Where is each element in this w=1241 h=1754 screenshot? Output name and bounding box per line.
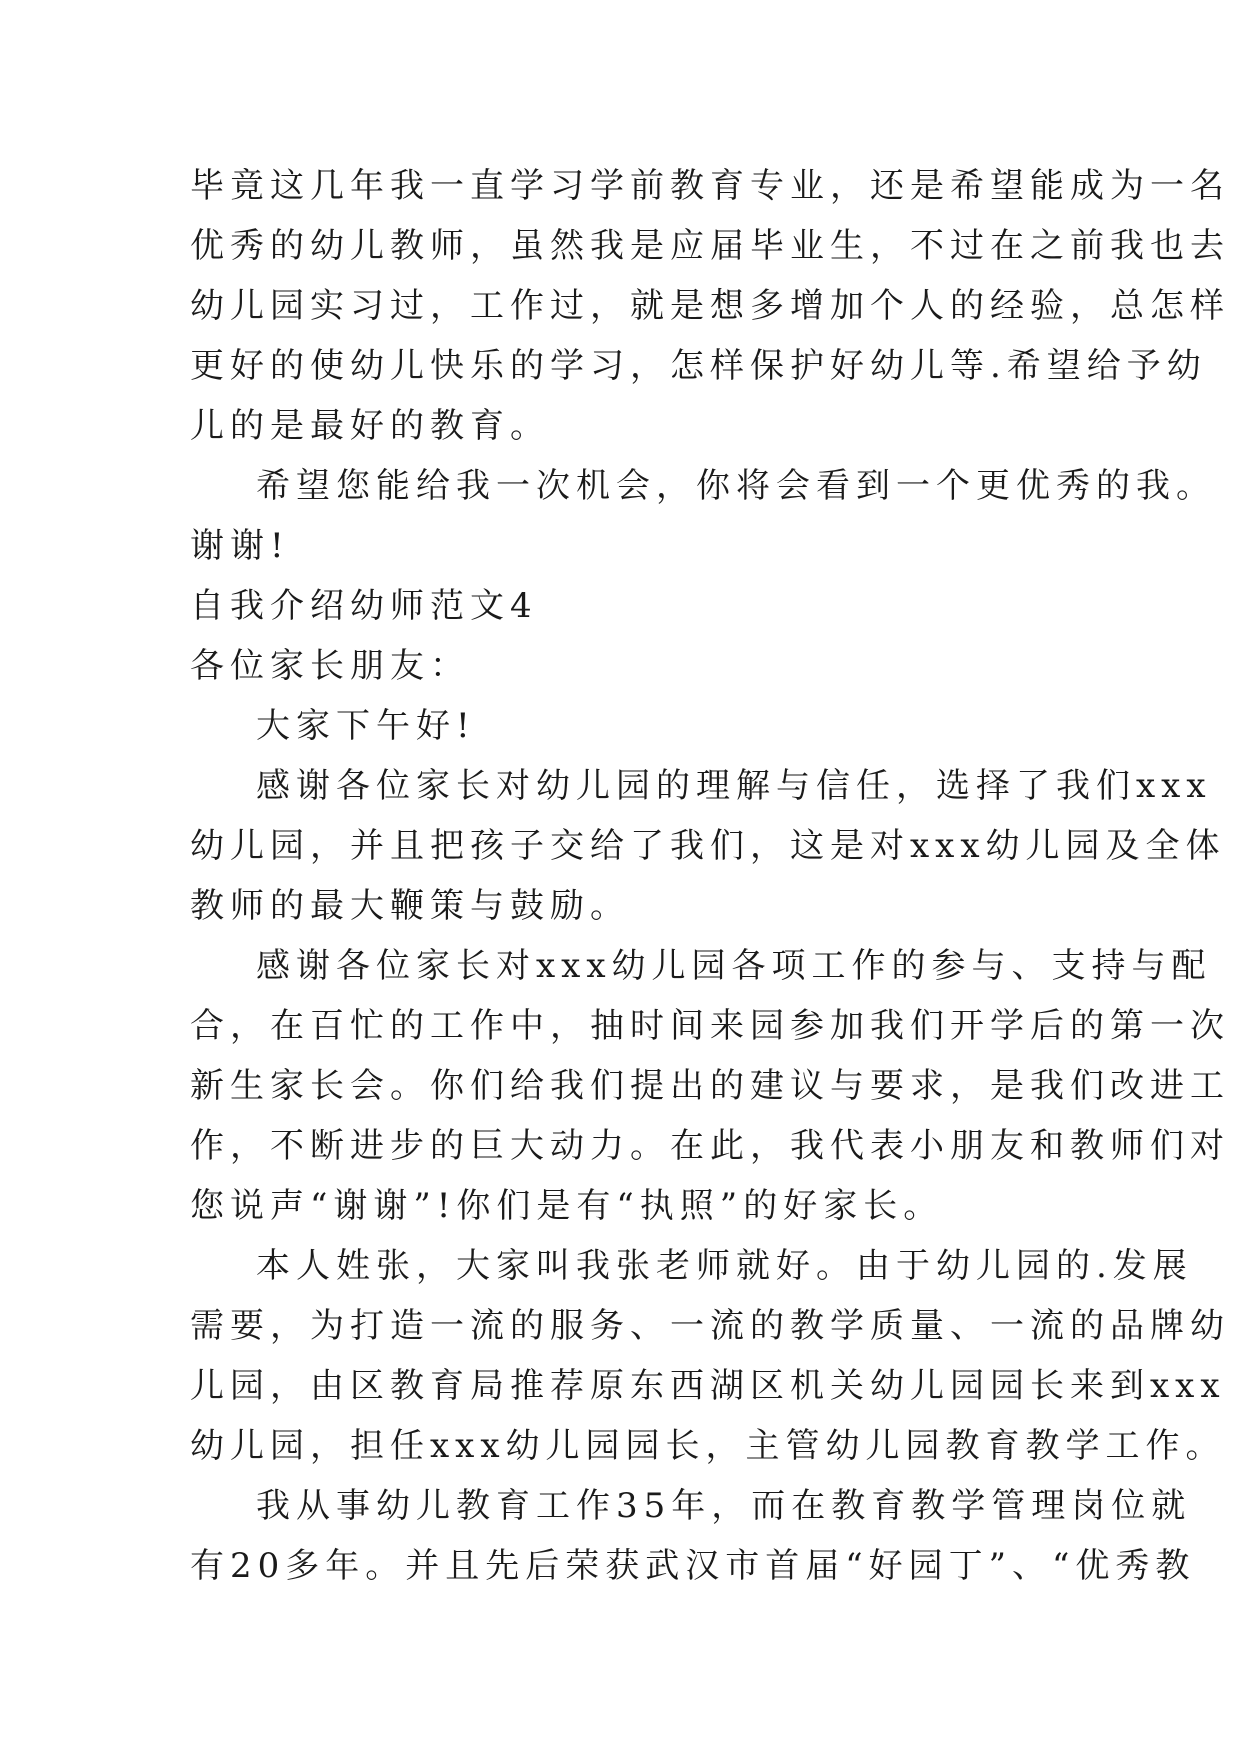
text-line: 儿园，由区教育局推荐原东西湖区机关幼儿园园长来到xxx bbox=[190, 1366, 1226, 1406]
text-line: 幼儿园，担任xxx幼儿园园长，主管幼儿园教育教学工作。 bbox=[190, 1426, 1226, 1466]
text-line: 幼儿园，并且把孩子交给了我们，这是对xxx幼儿园及全体 bbox=[190, 826, 1226, 866]
text-line: 感谢各位家长对xxx幼儿园各项工作的参与、支持与配 bbox=[256, 946, 1212, 986]
greeting: 大家下午好! bbox=[256, 706, 476, 746]
salutation: 各位家长朋友： bbox=[190, 646, 470, 686]
text-line: 更好的使幼儿快乐的学习，怎样保护好幼儿等.希望给予幼 bbox=[190, 346, 1207, 386]
text-line: 感谢各位家长对幼儿园的理解与信任，选择了我们xxx bbox=[256, 766, 1212, 806]
text-line: 有20多年。并且先后荣获武汉市首届“好园丁”、“优秀教 bbox=[190, 1546, 1196, 1586]
text-line: 优秀的幼儿教师，虽然我是应届毕业生，不过在之前我也去 bbox=[190, 226, 1230, 266]
text-line: 我从事幼儿教育工作35年，而在教育教学管理岗位就 bbox=[256, 1486, 1192, 1526]
text-line: 作，不断进步的巨大动力。在此，我代表小朋友和教师们对 bbox=[190, 1126, 1230, 1166]
text-line: 谢谢! bbox=[190, 526, 290, 566]
section-title: 自我介绍幼师范文4 bbox=[190, 586, 538, 626]
text-line: 新生家长会。你们给我们提出的建议与要求，是我们改进工 bbox=[190, 1066, 1230, 1106]
text-line: 毕竟这几年我一直学习学前教育专业，还是希望能成为一名 bbox=[190, 166, 1230, 206]
text-line: 合，在百忙的工作中，抽时间来园参加我们开学后的第一次 bbox=[190, 1006, 1230, 1046]
text-line: 需要，为打造一流的服务、一流的教学质量、一流的品牌幼 bbox=[190, 1306, 1230, 1346]
text-line: 本人姓张，大家叫我张老师就好。由于幼儿园的.发展 bbox=[256, 1246, 1193, 1286]
text-line: 幼儿园实习过，工作过，就是想多增加个人的经验，总怎样 bbox=[190, 286, 1230, 326]
text-line: 您说声“谢谢”!你们是有“执照”的好家长。 bbox=[190, 1186, 944, 1226]
text-line: 儿的是最好的教育。 bbox=[190, 406, 550, 446]
text-line: 希望您能给我一次机会，你将会看到一个更优秀的我。 bbox=[256, 466, 1216, 506]
text-line: 教师的最大鞭策与鼓励。 bbox=[190, 886, 630, 926]
